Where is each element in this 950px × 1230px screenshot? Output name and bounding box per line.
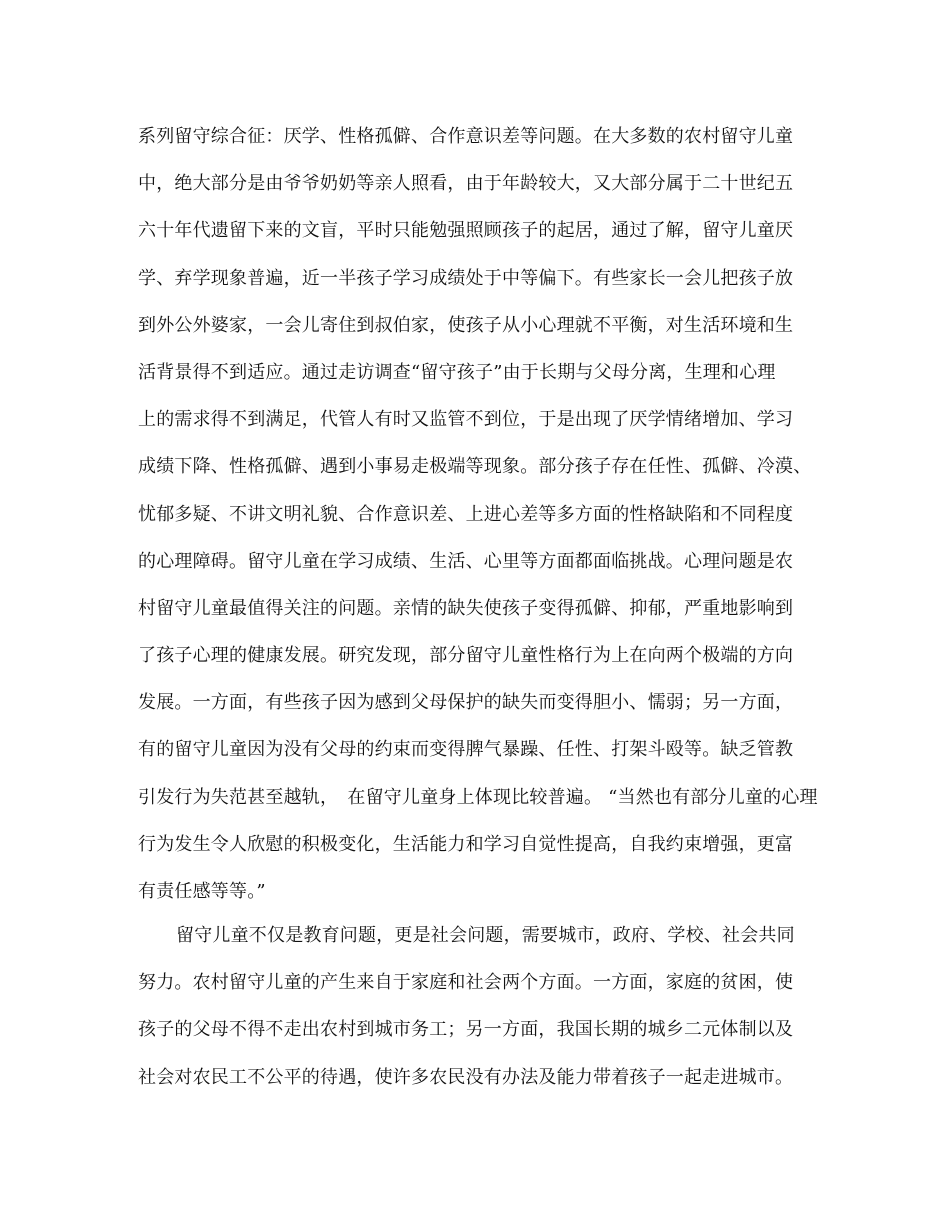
text-line: 行为发生令人欣慰的积极变化，生活能力和学习自觉性提高，自我约束增强，更富 — [138, 833, 794, 855]
text-line: 村留守儿童最值得关注的问题。亲情的缺失使孩子变得孤僻、抑郁，严重地影响到 — [138, 597, 794, 619]
text-line-indented: 留守儿童不仅是教育问题，更是社会问题，需要城市，政府、学校、社会共同 — [176, 925, 795, 946]
text-line: 孩子的父母不得不走出农村到城市务工；另一方面，我国长期的城乡二元体制以及 — [138, 1019, 794, 1041]
text-line: 努力。农村留守儿童的产生来自于家庭和社会两个方面。一方面，家庭的贫困，使 — [138, 972, 794, 994]
text-line: 中，绝大部分是由爷爷奶奶等亲人照看，由于年龄较大，又大部分属于二十世纪五 — [138, 173, 794, 195]
text-line: 活背景得不到适应。通过走访调查“留守孩子”由于长期与父母分离，生理和心理 — [138, 361, 776, 383]
text-line: 成绩下降、性格孤僻、遇到小事易走极端等现象。部分孩子存在任性、孤僻、冷漠、 — [138, 456, 812, 478]
text-line: 系列留守综合征：厌学、性格孤僻、合作意识差等问题。在大多数的农村留守儿童 — [138, 126, 794, 147]
text-line: 的心理障碍。留守儿童在学习成绩、生活、心里等方面都面临挑战。心理问题是农 — [138, 550, 794, 572]
text-line: 有责任感等等。” — [138, 881, 266, 902]
paragraph-1 — [138, 113, 818, 915]
paragraph-2 — [138, 912, 818, 1101]
text-line: 了孩子心理的健康发展。研究发现，部分留守儿童性格行为上在向两个极端的方向 — [138, 645, 794, 667]
text-line: 学、弃学现象普遍，近一半孩子学习成绩处于中等偏下。有些家长一会儿把孩子放 — [138, 267, 794, 289]
text-line: 忧郁多疑、不讲文明礼貌、合作意识差、上进心差等多方面的性格缺陷和不同程度 — [138, 503, 794, 525]
text-line: 六十年代遗留下来的文盲，平时只能勉强照顾孩子的起居，通过了解，留守儿童厌 — [138, 220, 794, 242]
text-line: 上的需求得不到满足，代管人有时又监管不到位，于是出现了厌学情绪增加、学习 — [138, 409, 794, 431]
text-line: 有的留守儿童因为没有父母的约束而变得脾气暴躁、任性、打架斗殴等。缺乏管教 — [138, 739, 794, 761]
text-line: 到外公外婆家，一会儿寄住到叔伯家，使孩子从小心理就不平衡，对生活环境和生 — [138, 314, 794, 336]
text-line: 社会对农民工不公平的待遇，使许多农民没有办法及能力带着孩子一起走进城市。 — [138, 1066, 794, 1088]
text-line: 引发行为失范甚至越轨， 在留守儿童身上体现比较普遍。 “当然也有部分儿童的心理 — [138, 786, 818, 808]
text-line: 发展。一方面，有些孩子因为感到父母保护的缺失而变得胆小、懦弱；另一方面， — [138, 692, 794, 714]
